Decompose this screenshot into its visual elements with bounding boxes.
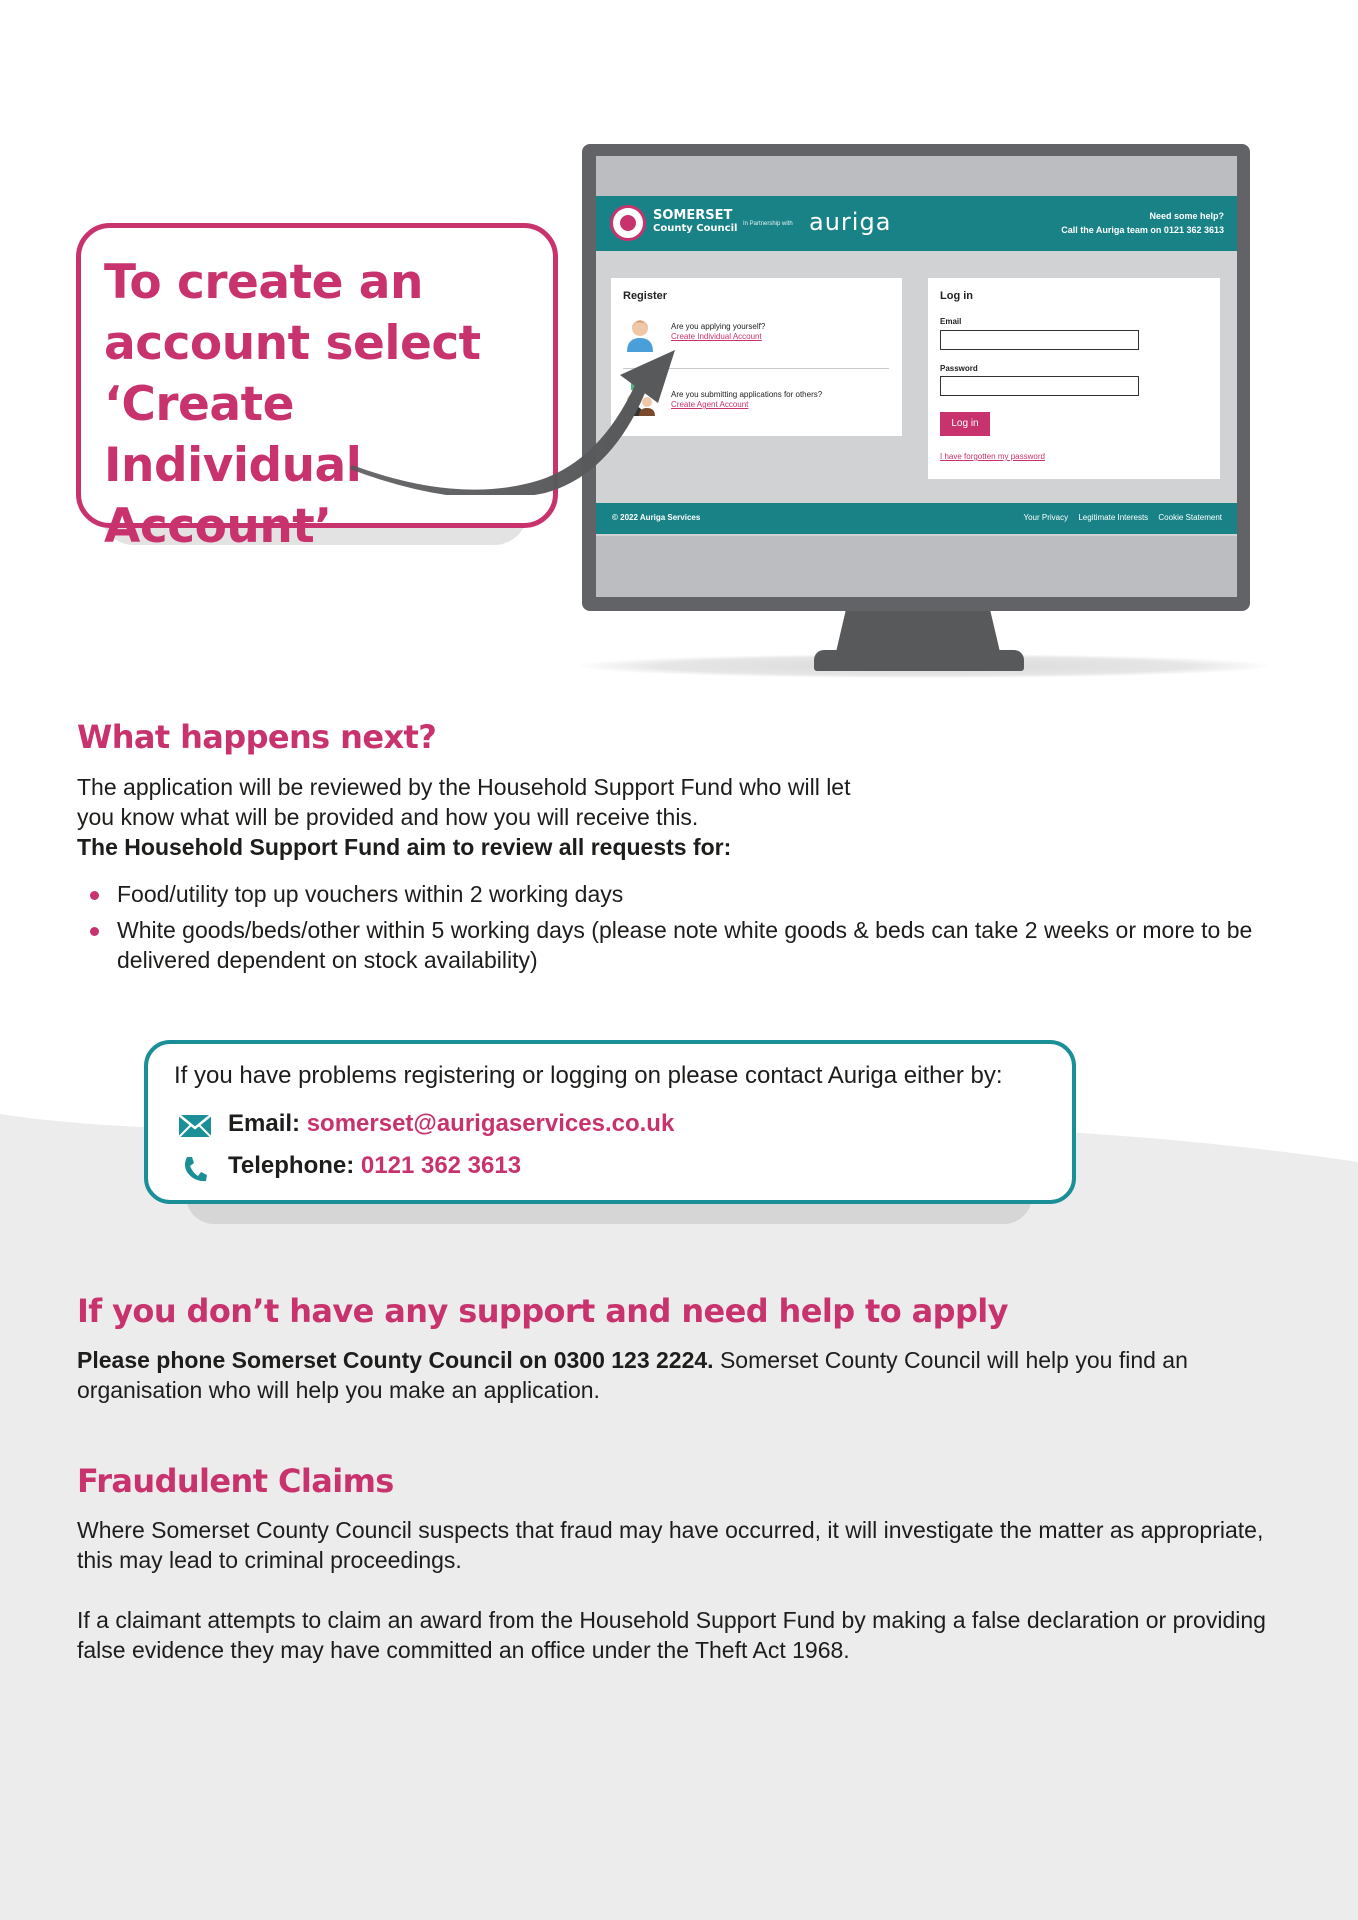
screen-bottom-bar <box>596 536 1237 597</box>
email-label-text: Email: <box>228 1110 301 1137</box>
next-bold-line: The Household Support Fund aim to review all requests for: <box>77 834 732 860</box>
callout-line: ‘Create Individual <box>104 377 362 493</box>
contact-box <box>144 1040 1076 1204</box>
support-phone-text: Please phone Somerset County Council on 0300 123 2224. <box>77 1347 714 1373</box>
footer-link-cookie-statement[interactable]: Cookie Statement <box>1158 513 1222 522</box>
contact-intro: If you have problems registering or logging on please contact Auriga either by: <box>174 1062 1003 1089</box>
login-panel <box>928 278 1220 479</box>
create-agent-account-link[interactable]: Create Agent Account <box>671 400 749 409</box>
email-field[interactable] <box>940 330 1139 350</box>
password-label: Password <box>940 364 978 373</box>
callout-line: To create an <box>104 255 423 310</box>
review-times-list <box>78 879 1268 981</box>
register-question-1: Are you applying yourself? <box>671 322 766 331</box>
contact-email-row <box>228 1110 674 1138</box>
footer-copyright: © 2022 Auriga Services <box>612 513 701 522</box>
password-field[interactable] <box>940 376 1139 396</box>
register-question-2: Are you submitting applications for others? <box>671 390 823 399</box>
screen-top-bar <box>596 156 1237 196</box>
partnership-text: In Partnership with <box>743 221 793 227</box>
login-button[interactable]: Log in <box>940 412 990 436</box>
email-label: Email <box>940 317 962 326</box>
create-individual-account-link[interactable]: Create Individual Account <box>671 332 762 341</box>
fraud-heading: Fraudulent Claims <box>77 1462 394 1500</box>
footer-links <box>1016 513 1223 522</box>
what-happens-next-text <box>77 772 1277 862</box>
support-rest-text: Somerset County Council will help you find an organisation who will help you make an application. <box>77 1347 1188 1403</box>
what-happens-next-heading: What happens next? <box>77 718 437 756</box>
login-title: Log in <box>940 290 973 302</box>
logo-name: SOMERSET <box>653 208 733 223</box>
auriga-logo: auriga <box>809 208 892 236</box>
fraud-para-2: If a claimant attempts to claim an award from the Household Support Fund by making a false declaration or providing false evidence they may have committed an office under the Theft Act 1968. <box>77 1607 1266 1663</box>
curved-arrow-icon <box>340 335 700 495</box>
list-item: White goods/beds/other within 5 working days (please note white goods & beds can take 2 weeks or more to be delivered dependent on stock availability) <box>78 915 1268 975</box>
next-para-line: you know what will be provided and how you will receive this. <box>77 804 699 830</box>
email-icon <box>178 1114 212 1138</box>
list-item: Food/utility top up vouchers within 2 working days <box>78 879 1268 909</box>
phone-label-text: Telephone: <box>228 1152 355 1179</box>
somerset-logo-icon <box>610 205 646 241</box>
support-text <box>77 1345 1287 1405</box>
register-title: Register <box>623 290 668 302</box>
monitor-stand-neck <box>836 610 1000 652</box>
callout-line: Account’ <box>104 499 332 554</box>
support-heading: If you don’t have any support and need help to apply <box>77 1292 1008 1330</box>
contact-phone-row <box>228 1152 521 1180</box>
monitor-stand-base <box>814 650 1024 671</box>
phone-link[interactable]: 0121 362 3613 <box>360 1152 522 1179</box>
email-link[interactable]: somerset@aurigaservices.co.uk <box>306 1110 675 1137</box>
fraud-para-1: Where Somerset County Council suspects that fraud may have occurred, it will investigate the matter as appropriate, this may lead to criminal proceedings. <box>77 1517 1264 1573</box>
callout-line: account select <box>104 316 481 371</box>
logo-sub: County Council <box>653 223 738 234</box>
site-footer <box>596 503 1237 534</box>
help-heading: Need some help? <box>1149 211 1224 221</box>
next-para-line: The application will be reviewed by the Household Support Fund who will let <box>77 774 851 800</box>
help-phone: Call the Auriga team on 0121 362 3613 <box>1061 225 1224 235</box>
phone-icon <box>182 1155 208 1183</box>
footer-link-legitimate-interests[interactable]: Legitimate Interests <box>1078 513 1149 522</box>
site-header <box>596 196 1237 251</box>
forgot-password-link[interactable]: I have forgotten my password <box>940 452 1045 461</box>
footer-link-privacy[interactable]: Your Privacy <box>1023 513 1069 522</box>
